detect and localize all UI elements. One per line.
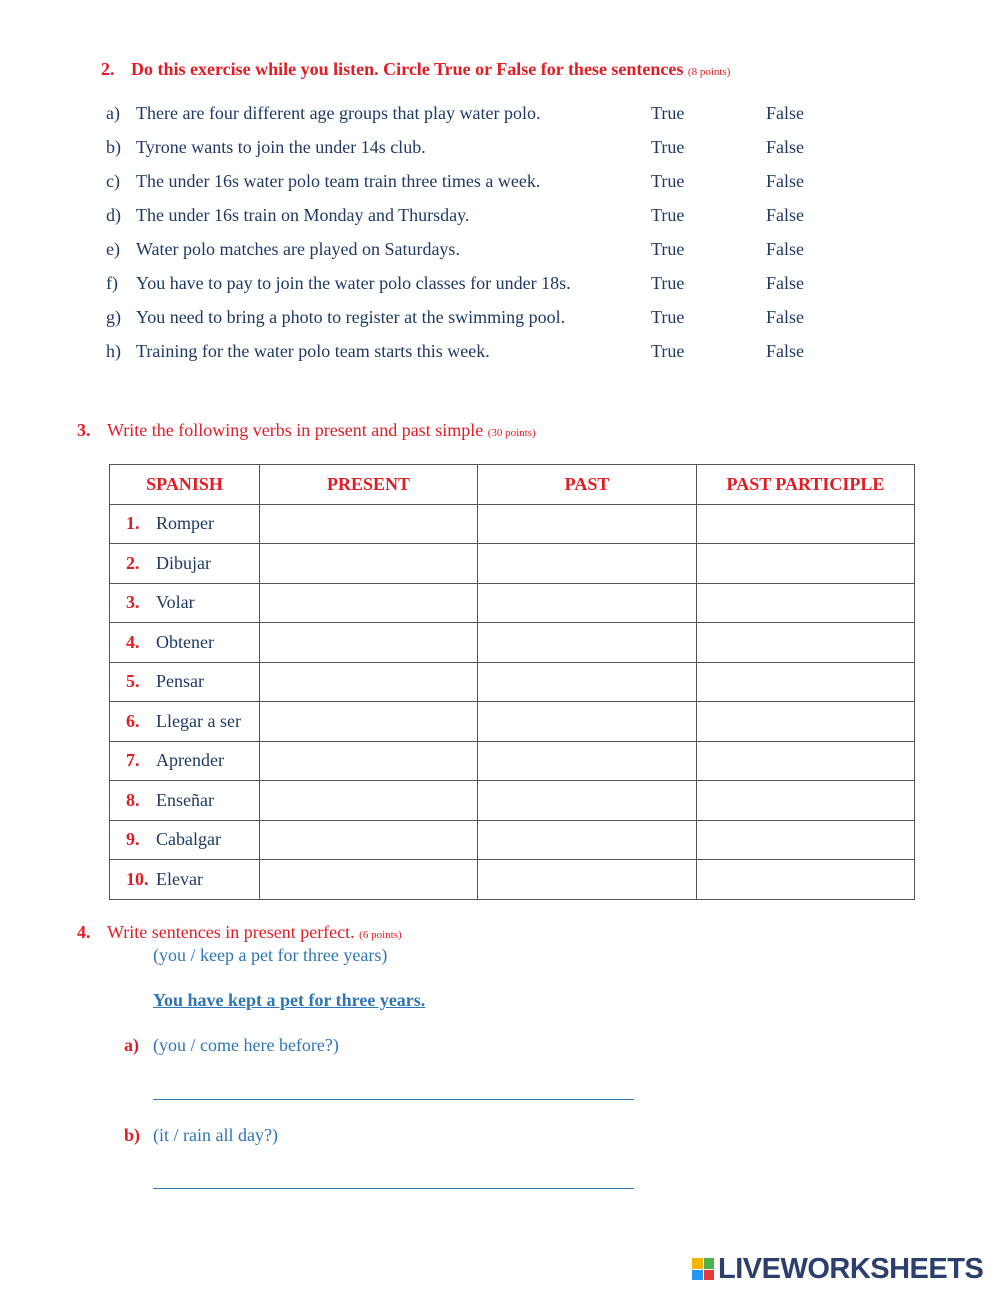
present-answer-cell[interactable] bbox=[260, 662, 478, 702]
past-participle-answer-cell[interactable] bbox=[697, 504, 915, 544]
past-participle-answer-cell[interactable] bbox=[697, 820, 915, 860]
spanish-cell bbox=[110, 583, 260, 623]
present-answer-cell[interactable] bbox=[260, 623, 478, 663]
q4-heading bbox=[77, 922, 402, 943]
q4-title: Write sentences in present perfect. bbox=[107, 922, 355, 942]
true-option[interactable]: True bbox=[651, 239, 685, 259]
q4-example-answer: You have kept a pet for three years. bbox=[153, 990, 426, 1010]
past-answer-cell[interactable] bbox=[478, 860, 697, 900]
table-row bbox=[110, 702, 915, 742]
row-number: 6. bbox=[126, 710, 140, 731]
tf-sentence: Training for the water polo team starts this week. bbox=[136, 341, 490, 361]
false-option[interactable]: False bbox=[766, 103, 804, 123]
q4-item-letter-a: a) bbox=[124, 1035, 139, 1055]
q4-item-letter-b: b) bbox=[124, 1125, 141, 1145]
past-answer-cell[interactable] bbox=[478, 623, 697, 663]
spanish-cell bbox=[110, 741, 260, 781]
q4-points: (6 points) bbox=[359, 929, 402, 941]
past-participle-answer-cell[interactable] bbox=[697, 583, 915, 623]
past-answer-cell[interactable] bbox=[478, 504, 697, 544]
past-answer-cell[interactable] bbox=[478, 583, 697, 623]
true-option[interactable]: True bbox=[651, 103, 685, 123]
row-number: 1. bbox=[126, 513, 140, 534]
q4-item-prompt-b: (it / rain all day?) bbox=[153, 1125, 278, 1145]
table-row bbox=[110, 504, 915, 544]
present-answer-cell[interactable] bbox=[260, 820, 478, 860]
table-row bbox=[110, 662, 915, 702]
false-option[interactable]: False bbox=[766, 273, 804, 293]
spanish-verb: Obtener bbox=[156, 631, 214, 652]
q4-item-prompt-a: (you / come here before?) bbox=[153, 1035, 339, 1055]
q2-points: (8 points) bbox=[687, 66, 731, 78]
row-number: 4. bbox=[126, 631, 140, 652]
verb-table bbox=[109, 464, 915, 900]
present-answer-cell[interactable] bbox=[260, 860, 478, 900]
table-row bbox=[110, 860, 915, 900]
tf-letter: h) bbox=[106, 341, 121, 361]
present-answer-cell[interactable] bbox=[260, 504, 478, 544]
present-answer-cell[interactable] bbox=[260, 741, 478, 781]
true-option[interactable]: True bbox=[651, 273, 685, 293]
false-option[interactable]: False bbox=[766, 205, 804, 225]
past-participle-answer-cell[interactable] bbox=[697, 544, 915, 584]
answer-line-a[interactable] bbox=[153, 1099, 634, 1100]
false-option[interactable]: False bbox=[766, 341, 804, 361]
tf-sentence: Water polo matches are played on Saturdays. bbox=[136, 239, 460, 259]
verb-table-header bbox=[110, 465, 915, 505]
true-option[interactable]: True bbox=[651, 171, 685, 191]
row-number: 10. bbox=[126, 868, 149, 889]
spanish-verb: Romper bbox=[156, 513, 214, 534]
tf-sentence: The under 16s water polo team train three times a week. bbox=[136, 171, 541, 191]
tf-letter: b) bbox=[106, 137, 121, 157]
spanish-verb: Dibujar bbox=[156, 552, 211, 573]
logo-square bbox=[692, 1258, 703, 1269]
true-option[interactable]: True bbox=[651, 307, 685, 327]
present-answer-cell[interactable] bbox=[260, 583, 478, 623]
true-option[interactable]: True bbox=[651, 137, 685, 157]
row-number: 8. bbox=[126, 789, 140, 810]
spanish-verb: Cabalgar bbox=[156, 829, 221, 850]
table-row bbox=[110, 741, 915, 781]
header-past-participle: PAST PARTICIPLE bbox=[697, 465, 915, 505]
tf-letter: e) bbox=[106, 239, 120, 259]
spanish-verb: Pensar bbox=[156, 671, 204, 692]
spanish-cell bbox=[110, 623, 260, 663]
table-row bbox=[110, 544, 915, 584]
q4-number: 4. bbox=[77, 922, 91, 942]
tf-letter: g) bbox=[106, 307, 121, 327]
past-answer-cell[interactable] bbox=[478, 702, 697, 742]
q2-heading bbox=[101, 59, 730, 80]
past-participle-answer-cell[interactable] bbox=[697, 662, 915, 702]
true-option[interactable]: True bbox=[651, 341, 685, 361]
q3-number: 3. bbox=[77, 420, 91, 440]
tf-sentence: You need to bring a photo to register at the swimming pool. bbox=[136, 307, 566, 327]
q4-example-prompt: (you / keep a pet for three years) bbox=[153, 945, 388, 965]
spanish-verb: Enseñar bbox=[156, 789, 214, 810]
q2-title: Do this exercise while you listen. Circle True or False for these sentences bbox=[131, 59, 684, 79]
logo-square bbox=[704, 1270, 715, 1281]
past-participle-answer-cell[interactable] bbox=[697, 741, 915, 781]
table-row bbox=[110, 583, 915, 623]
past-answer-cell[interactable] bbox=[478, 544, 697, 584]
header-present: PRESENT bbox=[260, 465, 478, 505]
row-number: 7. bbox=[126, 750, 140, 771]
logo-square bbox=[692, 1270, 703, 1281]
past-answer-cell[interactable] bbox=[478, 781, 697, 821]
tf-letter: d) bbox=[106, 205, 121, 225]
spanish-cell bbox=[110, 504, 260, 544]
row-number: 5. bbox=[126, 671, 140, 692]
false-option[interactable]: False bbox=[766, 239, 804, 259]
liveworksheets-logo-icon bbox=[692, 1258, 714, 1280]
tf-letter: a) bbox=[106, 103, 120, 123]
past-participle-answer-cell[interactable] bbox=[697, 860, 915, 900]
false-option[interactable]: False bbox=[766, 137, 804, 157]
spanish-cell bbox=[110, 544, 260, 584]
present-answer-cell[interactable] bbox=[260, 702, 478, 742]
q3-title: Write the following verbs in present and past simple bbox=[107, 420, 484, 440]
spanish-verb: Llegar a ser bbox=[156, 710, 241, 731]
spanish-cell bbox=[110, 820, 260, 860]
tf-sentence: Tyrone wants to join the under 14s club. bbox=[136, 137, 426, 157]
spanish-verb: Aprender bbox=[156, 750, 224, 771]
row-number: 2. bbox=[126, 552, 140, 573]
past-answer-cell[interactable] bbox=[478, 820, 697, 860]
tf-sentence: The under 16s train on Monday and Thursday. bbox=[136, 205, 470, 225]
q3-heading bbox=[77, 420, 536, 441]
present-answer-cell[interactable] bbox=[260, 781, 478, 821]
tf-letter: f) bbox=[106, 273, 118, 293]
true-option[interactable]: True bbox=[651, 205, 685, 225]
spanish-cell bbox=[110, 860, 260, 900]
table-row bbox=[110, 781, 915, 821]
liveworksheets-brand bbox=[692, 1253, 983, 1285]
past-participle-answer-cell[interactable] bbox=[697, 702, 915, 742]
table-row bbox=[110, 820, 915, 860]
header-past: PAST bbox=[478, 465, 697, 505]
tf-sentence: You have to pay to join the water polo classes for under 18s. bbox=[136, 273, 571, 293]
past-answer-cell[interactable] bbox=[478, 662, 697, 702]
present-answer-cell[interactable] bbox=[260, 544, 478, 584]
header-spanish: SPANISH bbox=[110, 465, 260, 505]
table-row bbox=[110, 623, 915, 663]
row-number: 3. bbox=[126, 592, 140, 613]
false-option[interactable]: False bbox=[766, 171, 804, 191]
spanish-verb: Volar bbox=[156, 592, 195, 613]
false-option[interactable]: False bbox=[766, 307, 804, 327]
past-answer-cell[interactable] bbox=[478, 741, 697, 781]
spanish-cell bbox=[110, 781, 260, 821]
q2-number: 2. bbox=[101, 59, 115, 79]
spanish-cell bbox=[110, 662, 260, 702]
logo-square bbox=[704, 1258, 715, 1269]
spanish-cell bbox=[110, 702, 260, 742]
spanish-verb: Elevar bbox=[156, 868, 203, 889]
brand-text: LIVEWORKSHEETS bbox=[718, 1252, 984, 1285]
row-number: 9. bbox=[126, 829, 140, 850]
tf-sentence: There are four different age groups that play water polo. bbox=[136, 103, 541, 123]
past-participle-answer-cell[interactable] bbox=[697, 623, 915, 663]
answer-line-b[interactable] bbox=[153, 1188, 634, 1189]
past-participle-answer-cell[interactable] bbox=[697, 781, 915, 821]
q3-points: (30 points) bbox=[487, 427, 536, 439]
tf-letter: c) bbox=[106, 171, 120, 191]
